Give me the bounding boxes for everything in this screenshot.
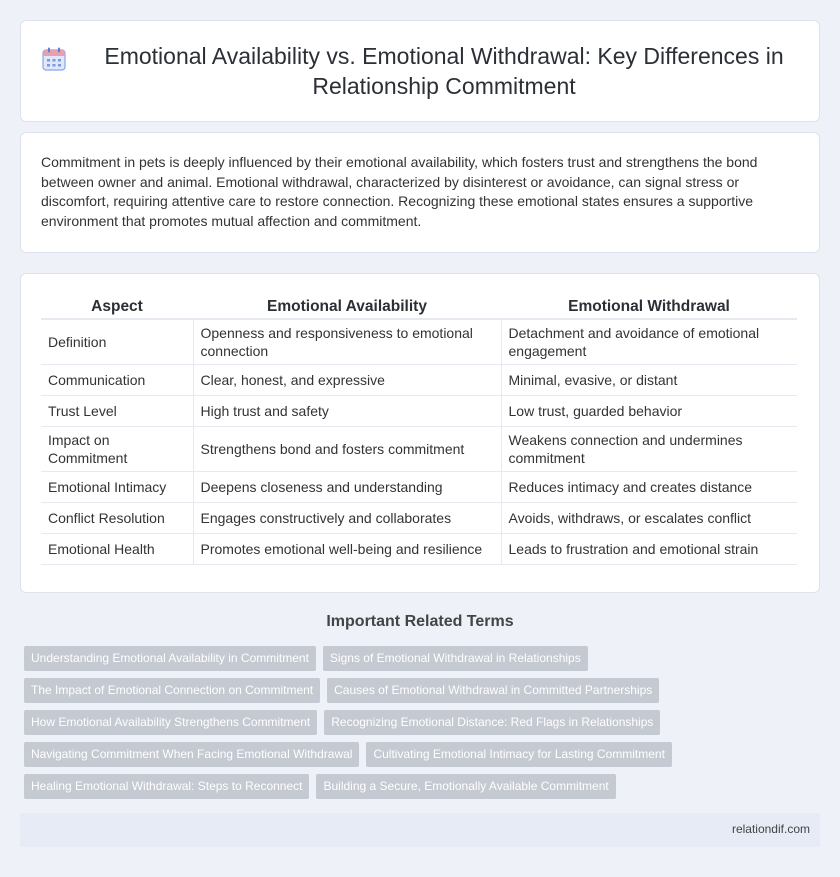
related-term-tag[interactable]: Building a Secure, Emotionally Available Commitment <box>316 774 615 799</box>
related-terms-list <box>24 646 814 806</box>
related-term-tag[interactable]: Recognizing Emotional Distance: Red Flags in Relationships <box>324 710 660 735</box>
table-row <box>41 396 797 427</box>
related-term-tag[interactable]: How Emotional Availability Strengthens Commitment <box>24 710 317 735</box>
related-term-tag[interactable]: Cultivating Emotional Intimacy for Lasting Commitment <box>366 742 671 767</box>
table-cell: Deepens closeness and understanding <box>193 472 501 503</box>
table-cell: Definition <box>41 319 193 365</box>
calendar-icon <box>41 46 67 72</box>
related-term-tag[interactable]: Healing Emotional Withdrawal: Steps to Reconnect <box>24 774 309 799</box>
related-term-tag[interactable]: Signs of Emotional Withdrawal in Relationships <box>323 646 588 671</box>
table-row <box>41 534 797 565</box>
table-cell: Openness and responsiveness to emotional connection <box>193 319 501 365</box>
table-cell: Impact on Commitment <box>41 427 193 472</box>
tag-row <box>24 646 814 671</box>
table-cell: Minimal, evasive, or distant <box>501 365 797 396</box>
page-title: Emotional Availability vs. Emotional Withdrawal: Key Differences in Relationship Commitment <box>104 43 784 99</box>
intro-card <box>20 132 820 253</box>
table-header-row <box>41 297 797 319</box>
table-cell: Avoids, withdraws, or escalates conflict <box>501 503 797 534</box>
table-cell: Strengthens bond and fosters commitment <box>193 427 501 472</box>
tag-row <box>24 742 814 767</box>
table-row <box>41 472 797 503</box>
table-cell: Engages constructively and collaborates <box>193 503 501 534</box>
table-cell: Reduces intimacy and creates distance <box>501 472 797 503</box>
footer-site-link[interactable]: relationdif.com <box>731 822 810 836</box>
table-cell: Trust Level <box>41 396 193 427</box>
column-header-availability: Emotional Availability <box>193 297 501 319</box>
tag-row <box>24 774 814 799</box>
column-header-withdrawal: Emotional Withdrawal <box>501 297 797 319</box>
table-cell: Emotional Intimacy <box>41 472 193 503</box>
header-card <box>20 20 820 122</box>
comparison-table <box>41 297 797 565</box>
table-cell: Clear, honest, and expressive <box>193 365 501 396</box>
table-row <box>41 365 797 396</box>
column-header-aspect: Aspect <box>41 297 193 319</box>
intro-paragraph: Commitment in pets is deeply influenced by their emotional availability, which fosters trust and strengthens the bond between owner and animal. Emotional withdrawal, characterized by disinterest or avoidance, can signal stress or discomfort, requiring attentive care to restore connection. Recognizing these emotional states ensures a supportive environment that promotes mutual affection and commitment. <box>41 154 758 229</box>
related-term-tag[interactable]: The Impact of Emotional Connection on Commitment <box>24 678 320 703</box>
table-cell: Promotes emotional well-being and resilience <box>193 534 501 565</box>
table-cell: Weakens connection and undermines commitment <box>501 427 797 472</box>
table-row <box>41 427 797 472</box>
footer <box>20 813 820 847</box>
table-cell: Communication <box>41 365 193 396</box>
related-term-tag[interactable]: Navigating Commitment When Facing Emotional Withdrawal <box>24 742 359 767</box>
table-cell: Leads to frustration and emotional strain <box>501 534 797 565</box>
table-cell: Low trust, guarded behavior <box>501 396 797 427</box>
table-row <box>41 319 797 365</box>
table-cell: Emotional Health <box>41 534 193 565</box>
related-term-tag[interactable]: Causes of Emotional Withdrawal in Committed Partnerships <box>327 678 659 703</box>
tag-row <box>24 710 814 735</box>
table-cell: High trust and safety <box>193 396 501 427</box>
table-cell: Conflict Resolution <box>41 503 193 534</box>
comparison-card <box>20 273 820 593</box>
related-term-tag[interactable]: Understanding Emotional Availability in Commitment <box>24 646 316 671</box>
tag-row <box>24 678 814 703</box>
table-row <box>41 503 797 534</box>
table-cell: Detachment and avoidance of emotional engagement <box>501 319 797 365</box>
related-terms-heading: Important Related Terms <box>326 613 514 630</box>
